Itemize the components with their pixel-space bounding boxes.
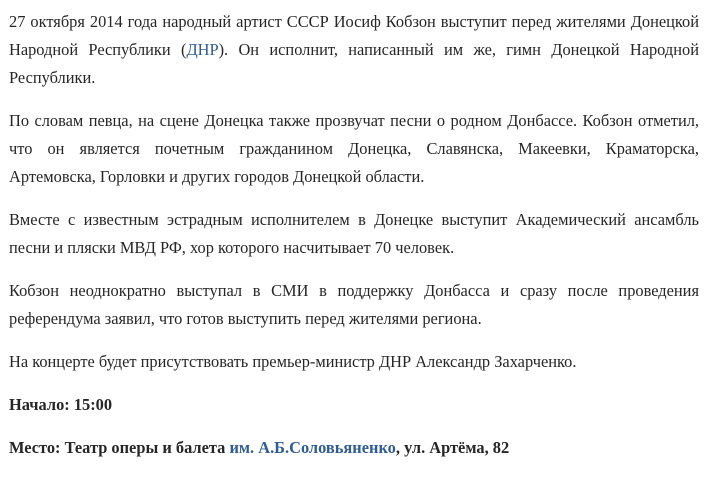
venue-label [9,438,509,457]
venue-text: Место: Театр оперы и балета [9,438,230,457]
start-time-label: Начало: 15:00 [9,395,113,414]
start-time [9,391,699,419]
paragraph-songs: По словам певца, на сцене Донецка также прозвучат песни о родном Донбассе. Кобзон отметил, что он является почетным гражданином Донецка, Славянска, Макеевки, Краматорска, Артемовска, Горловки и других городов Донецкой области. [9,111,699,186]
intro-text: 27 октября 2014 года народный артист СССР Иосиф Кобзон выступит перед жителями Донецкой Народной Республики ( [9,12,699,59]
venue-link[interactable]: им. А.Б.Соловьяненко [229,438,396,457]
paragraph-intro [9,8,699,92]
paragraph-ensemble: Вместе с известным эстрадным исполнителем в Донецке выступит Академический ансамбль песни и пляски МВД РФ, хор которого насчитывает 70 человек. [9,210,699,257]
paragraph-referendum: Кобзон неоднократно выступал в СМИ в поддержку Донбасса и сразу после проведения референдума заявил, что готов выступить перед жителями региона. [9,281,699,328]
dnr-link[interactable]: ДНР [186,40,219,59]
venue-address: , ул. Артёма, 82 [395,438,510,457]
paragraph-premier: На концерте будет присутствовать премьер-министр ДНР Александр Захарченко. [9,352,577,371]
intro-text-cont: ). Он исполнит, написанный им же, гимн Донецкой Народной Республики. [9,40,699,87]
article-body [9,8,699,477]
venue [9,434,699,462]
